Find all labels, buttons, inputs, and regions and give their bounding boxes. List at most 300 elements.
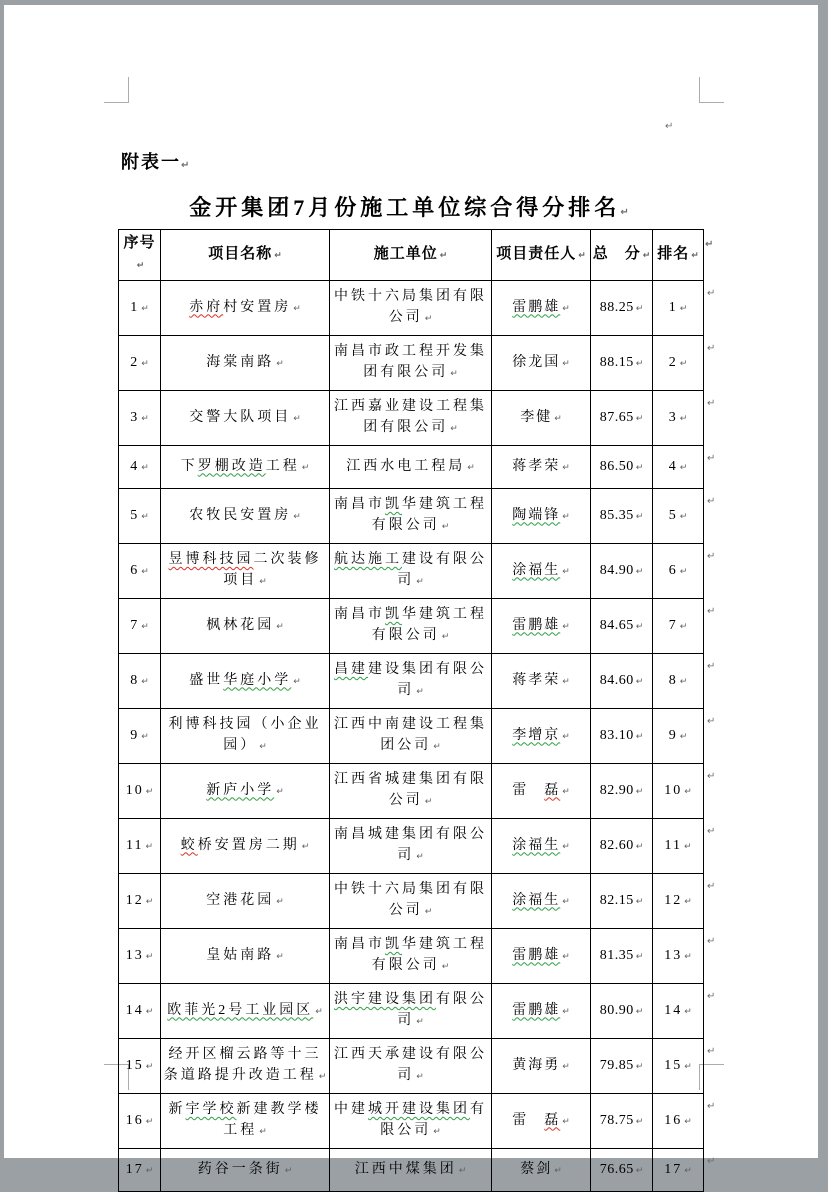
header-cell-unit[interactable] xyxy=(330,230,492,281)
paragraph-mark: ↵ xyxy=(707,397,716,409)
cell-score[interactable] xyxy=(591,281,653,336)
cell-end-mark: ↵ xyxy=(635,621,644,632)
cell-score[interactable] xyxy=(591,391,653,446)
cell-person[interactable] xyxy=(492,874,591,929)
cell-end-mark: ↵ xyxy=(259,577,267,587)
cell-end-mark: ↵ xyxy=(441,522,450,532)
cell-no[interactable] xyxy=(119,599,161,654)
grammar-check-text: 陶端锋 xyxy=(512,507,561,523)
cell-person[interactable] xyxy=(492,929,591,984)
cell-person[interactable] xyxy=(492,446,591,489)
paragraph-mark: ↵ xyxy=(707,342,716,354)
row-end-mark-cell xyxy=(704,230,720,281)
grammar-check-text: 昌建 xyxy=(334,662,368,677)
cell-person[interactable] xyxy=(492,489,591,544)
cell-project[interactable] xyxy=(161,654,330,709)
cell-score[interactable] xyxy=(591,1039,653,1094)
row-end-mark-cell xyxy=(704,819,720,874)
cell-text: 中铁十六局集团有限公司 xyxy=(334,882,487,918)
cell-text: 7 xyxy=(130,617,140,633)
cell-end-mark: ↵ xyxy=(562,1006,570,1017)
grammar-check-text: 凯 xyxy=(385,497,402,512)
cell-unit[interactable] xyxy=(330,391,492,446)
cell-no[interactable] xyxy=(119,1039,161,1094)
cell-text: 4 xyxy=(668,458,678,474)
cell-project[interactable] xyxy=(161,874,330,929)
cell-end-mark: ↵ xyxy=(562,896,570,907)
cell-text: 经开区榴云路等十三条道路提升改造工程 xyxy=(163,1047,322,1083)
paragraph-mark: ↵ xyxy=(707,1045,716,1057)
cell-text: 村安置房 xyxy=(223,299,292,315)
header-label: 序号 xyxy=(123,235,156,251)
row-end-mark-cell xyxy=(704,984,720,1039)
cell-person[interactable] xyxy=(492,764,591,819)
cell-text: 新建教学楼工程 xyxy=(223,1102,322,1138)
grammar-check-text: 宇学校 xyxy=(185,1102,237,1117)
row-end-mark-cell xyxy=(704,544,720,599)
cell-person[interactable] xyxy=(492,709,591,764)
cell-end-mark: ↵ xyxy=(416,577,424,587)
cell-end-mark: ↵ xyxy=(424,907,433,917)
header-label: 项目名称 xyxy=(208,245,273,262)
cell-end-mark: ↵ xyxy=(562,786,570,797)
grammar-check-text: 涂福生 xyxy=(512,892,561,908)
paragraph-mark: ↵ xyxy=(707,825,716,837)
row-end-mark-cell xyxy=(704,281,720,336)
cell-end-mark: ↵ xyxy=(679,358,688,369)
cell-unit[interactable] xyxy=(330,819,492,874)
cell-project[interactable] xyxy=(161,489,330,544)
cell-end-mark: ↵ xyxy=(276,358,284,369)
cell-score[interactable] xyxy=(591,446,653,489)
cell-no[interactable] xyxy=(119,709,161,764)
cell-score[interactable] xyxy=(591,654,653,709)
table-row xyxy=(119,929,720,984)
row-end-mark-cell xyxy=(704,929,720,984)
grammar-check-text: 李增京 xyxy=(512,727,561,743)
cell-no[interactable] xyxy=(119,764,161,819)
cell-rank[interactable] xyxy=(653,391,704,446)
cell-text: 1 xyxy=(130,299,140,315)
cell-no[interactable] xyxy=(119,336,161,391)
cell-text: 徐龙国 xyxy=(512,354,561,370)
cell-end-mark: ↵ xyxy=(441,632,450,642)
table-header-row xyxy=(119,230,720,281)
cell-text: 14 xyxy=(664,1002,683,1018)
paragraph-mark: ↵ xyxy=(665,121,674,132)
cell-project[interactable] xyxy=(161,391,330,446)
cell-project[interactable] xyxy=(161,599,330,654)
cell-end-mark: ↵ xyxy=(642,250,651,261)
grammar-check-text: 欧菲光2号工业园区 xyxy=(167,1002,314,1018)
cell-end-mark: ↵ xyxy=(684,786,692,797)
cell-end-mark: ↵ xyxy=(293,676,301,687)
cell-end-mark: ↵ xyxy=(145,1165,154,1176)
cell-end-mark: ↵ xyxy=(635,731,644,742)
cell-project[interactable] xyxy=(161,819,330,874)
cell-text: 5 xyxy=(668,507,678,523)
cell-no[interactable] xyxy=(119,984,161,1039)
cell-end-mark: ↵ xyxy=(433,1127,441,1137)
cell-text: 79.85 xyxy=(599,1057,634,1073)
row-end-mark-cell xyxy=(704,446,720,489)
cell-end-mark: ↵ xyxy=(276,621,284,632)
cell-end-mark: ↵ xyxy=(318,1072,327,1082)
cell-unit[interactable] xyxy=(330,599,492,654)
cell-end-mark: ↵ xyxy=(679,566,688,577)
cell-end-mark: ↵ xyxy=(293,413,301,424)
header-label: 排名 xyxy=(657,245,690,262)
cell-text: 17 xyxy=(664,1161,683,1177)
header-cell-score[interactable] xyxy=(591,230,653,281)
cell-end-mark: ↵ xyxy=(679,511,688,522)
cell-project[interactable] xyxy=(161,281,330,336)
cell-text: 2 xyxy=(130,354,140,370)
cell-unit[interactable] xyxy=(330,929,492,984)
cell-project[interactable] xyxy=(161,984,330,1039)
cell-end-mark: ↵ xyxy=(683,841,692,852)
cell-project[interactable] xyxy=(161,446,330,489)
cell-end-mark: ↵ xyxy=(635,566,644,577)
paragraph-mark: ↵ xyxy=(707,935,716,947)
cell-score[interactable] xyxy=(591,599,653,654)
cell-text: 皇姑南路 xyxy=(206,947,275,963)
cell-text: 桥安置房二期 xyxy=(197,837,300,853)
row-end-mark-cell xyxy=(704,654,720,709)
cell-end-mark: ↵ xyxy=(691,250,699,261)
cell-end-mark: ↵ xyxy=(578,250,586,261)
cell-text: 华建筑工程有限公司 xyxy=(371,497,487,533)
paragraph-mark: ↵ xyxy=(707,287,716,299)
cell-person[interactable] xyxy=(492,1094,591,1149)
table-row xyxy=(119,819,720,874)
cell-person[interactable] xyxy=(492,281,591,336)
cell-text: 87.65 xyxy=(599,409,634,425)
cell-end-mark: ↵ xyxy=(562,303,570,314)
table-row xyxy=(119,336,720,391)
cell-text: 蒋孝荣 xyxy=(512,672,561,688)
cell-unit[interactable] xyxy=(330,709,492,764)
cell-person[interactable] xyxy=(492,544,591,599)
paragraph-mark: ↵ xyxy=(181,160,192,171)
cell-text: 江西中煤集团 xyxy=(354,1161,457,1177)
table-row xyxy=(119,654,720,709)
cell-end-mark: ↵ xyxy=(684,1165,692,1176)
score-ranking-table xyxy=(118,229,720,1192)
header-cell-person[interactable] xyxy=(492,230,591,281)
cell-no[interactable] xyxy=(119,654,161,709)
margin-crop-mark-top-left xyxy=(104,77,129,103)
cell-end-mark: ↵ xyxy=(684,951,692,962)
cell-project[interactable] xyxy=(161,1039,330,1094)
cell-text: 江西天承建设有限公司 xyxy=(334,1047,487,1083)
table-row xyxy=(119,874,720,929)
cell-end-mark: ↵ xyxy=(562,841,570,852)
cell-no[interactable] xyxy=(119,391,161,446)
cell-rank[interactable] xyxy=(653,544,704,599)
cell-text: 黄海勇 xyxy=(512,1057,561,1073)
cell-end-mark: ↵ xyxy=(141,621,149,632)
cell-rank[interactable] xyxy=(653,874,704,929)
cell-rank[interactable] xyxy=(653,1094,704,1149)
row-end-mark-cell xyxy=(704,599,720,654)
cell-unit[interactable] xyxy=(330,336,492,391)
cell-project[interactable] xyxy=(161,929,330,984)
document-page[interactable] xyxy=(4,5,818,1177)
cell-text: 16 xyxy=(664,1112,683,1128)
cell-no[interactable] xyxy=(119,1094,161,1149)
cell-text: 盛世 xyxy=(189,672,224,688)
cell-end-mark: ↵ xyxy=(635,1116,644,1127)
cell-no[interactable] xyxy=(119,281,161,336)
table-row xyxy=(119,391,720,446)
cell-end-mark: ↵ xyxy=(145,1006,154,1017)
spelling-error-text: 磊 xyxy=(544,782,561,798)
cell-no[interactable] xyxy=(119,929,161,984)
cell-end-mark: ↵ xyxy=(635,358,644,369)
cell-no[interactable] xyxy=(119,874,161,929)
cell-end-mark: ↵ xyxy=(635,1061,644,1072)
paragraph-mark: ↵ xyxy=(707,1155,716,1167)
cell-text: 有限公司 xyxy=(380,1102,487,1138)
cell-text: 江西中南建设工程集团公司 xyxy=(334,717,487,753)
cell-end-mark: ↵ xyxy=(684,896,692,907)
paragraph-mark: ↵ xyxy=(707,770,716,782)
cell-person[interactable] xyxy=(492,599,591,654)
row-end-mark-cell xyxy=(704,764,720,819)
cell-end-mark: ↵ xyxy=(684,1006,692,1017)
cell-text: 南昌市政工程开发集团有限公司 xyxy=(334,344,487,380)
spelling-error-text: 昱博科技园 xyxy=(168,552,254,567)
cell-end-mark: ↵ xyxy=(562,511,570,522)
cell-end-mark: ↵ xyxy=(145,896,154,907)
cell-person[interactable] xyxy=(492,819,591,874)
header-label: 项目责任人 xyxy=(496,245,577,262)
cell-text: 6 xyxy=(130,562,140,578)
table-row xyxy=(119,599,720,654)
cell-score[interactable] xyxy=(591,984,653,1039)
cell-end-mark: ↵ xyxy=(679,621,688,632)
cell-text: 13 xyxy=(125,947,144,963)
cell-score[interactable] xyxy=(591,764,653,819)
cell-text: 交警大队项目 xyxy=(189,409,292,425)
cell-end-mark: ↵ xyxy=(635,1006,644,1017)
cell-score[interactable] xyxy=(591,544,653,599)
cell-text: 下 xyxy=(180,458,198,474)
cell-text: 85.35 xyxy=(599,507,634,523)
cell-unit[interactable] xyxy=(330,281,492,336)
cell-end-mark: ↵ xyxy=(450,369,458,379)
cell-text: 12 xyxy=(664,892,683,908)
cell-text: 5 xyxy=(130,507,140,523)
cell-project[interactable] xyxy=(161,336,330,391)
cell-unit[interactable] xyxy=(330,489,492,544)
cell-no[interactable] xyxy=(119,544,161,599)
paragraph-mark: ↵ xyxy=(707,605,716,617)
cell-end-mark: ↵ xyxy=(562,731,570,742)
cell-score[interactable] xyxy=(591,1149,653,1192)
cell-rank[interactable] xyxy=(653,709,704,764)
cell-end-mark: ↵ xyxy=(301,841,310,852)
cell-text: 建设有限公司 xyxy=(397,552,487,588)
cell-score[interactable] xyxy=(591,1094,653,1149)
cell-text: 16 xyxy=(125,1112,144,1128)
cell-unit[interactable] xyxy=(330,446,492,489)
cell-text: 4 xyxy=(130,458,140,474)
cell-rank[interactable] xyxy=(653,1149,704,1192)
cell-text: 10 xyxy=(125,782,144,798)
cell-end-mark: ↵ xyxy=(450,424,458,434)
cell-rank[interactable] xyxy=(653,599,704,654)
table-row xyxy=(119,709,720,764)
cell-person[interactable] xyxy=(492,1039,591,1094)
cell-unit[interactable] xyxy=(330,1094,492,1149)
grammar-check-text: 华庭小学 xyxy=(223,672,292,688)
cell-end-mark: ↵ xyxy=(284,1165,293,1176)
cell-unit[interactable] xyxy=(330,544,492,599)
cell-end-mark: ↵ xyxy=(141,731,149,742)
cell-text: 10 xyxy=(664,782,683,798)
cell-rank[interactable] xyxy=(653,281,704,336)
cell-text: 利博科技园（小企业园） xyxy=(168,717,322,753)
grammar-check-text: 雷鹏雄 xyxy=(512,947,561,963)
cell-text: 78.75 xyxy=(599,1112,634,1128)
cell-end-mark: ↵ xyxy=(635,786,644,797)
table-row xyxy=(119,984,720,1039)
cell-text: 南昌市 xyxy=(334,607,385,622)
row-end-mark-cell xyxy=(704,336,720,391)
cell-text: 83.10 xyxy=(599,727,634,743)
cell-rank[interactable] xyxy=(653,984,704,1039)
cell-rank[interactable] xyxy=(653,446,704,489)
cell-end-mark: ↵ xyxy=(416,1017,424,1027)
cell-unit[interactable] xyxy=(330,874,492,929)
cell-person[interactable] xyxy=(492,984,591,1039)
cell-text: 江西嘉业建设工程集团有限公司 xyxy=(334,399,487,435)
cell-rank[interactable] xyxy=(653,1039,704,1094)
cell-score[interactable] xyxy=(591,489,653,544)
cell-text: 9 xyxy=(130,727,140,743)
cell-score[interactable] xyxy=(591,336,653,391)
grammar-check-text: 凯 xyxy=(385,607,402,622)
cell-end-mark: ↵ xyxy=(274,250,282,261)
cell-end-mark: ↵ xyxy=(259,742,267,752)
cell-text: 江西省城建集团有限公司 xyxy=(334,772,487,808)
cell-person[interactable] xyxy=(492,1149,591,1192)
cell-end-mark: ↵ xyxy=(439,250,448,261)
cell-end-mark: ↵ xyxy=(141,676,149,687)
cell-person[interactable] xyxy=(492,336,591,391)
cell-text: 农牧民安置房 xyxy=(189,507,292,523)
cell-text: 南昌城建集团有限公司 xyxy=(334,827,487,863)
cell-rank[interactable] xyxy=(653,654,704,709)
cell-unit[interactable] xyxy=(330,1039,492,1094)
row-end-mark-cell xyxy=(704,391,720,446)
cell-text: 空港花园 xyxy=(206,892,275,908)
cell-rank[interactable] xyxy=(653,819,704,874)
cell-unit[interactable] xyxy=(330,1149,492,1192)
cell-text: 1 xyxy=(668,299,678,315)
paragraph-mark: ↵ xyxy=(707,880,716,892)
cell-unit[interactable] xyxy=(330,654,492,709)
cell-text: 二次装修项目 xyxy=(223,552,322,588)
header-cell-no[interactable] xyxy=(119,230,161,281)
grammar-check-text: 雷鹏雄 xyxy=(512,1002,561,1018)
cell-end-mark: ↵ xyxy=(635,841,644,852)
cell-score[interactable] xyxy=(591,874,653,929)
cell-text: 9 xyxy=(668,727,678,743)
cell-score[interactable] xyxy=(591,709,653,764)
grammar-check-text: 凯 xyxy=(385,937,402,952)
row-end-mark-cell xyxy=(704,1039,720,1094)
header-cell-project[interactable] xyxy=(161,230,330,281)
cell-text: 南昌市 xyxy=(334,497,385,512)
cell-text: 枫林花园 xyxy=(206,617,275,633)
cell-text: 海棠南路 xyxy=(206,354,275,370)
cell-person[interactable] xyxy=(492,391,591,446)
cell-text: 中铁十六局集团有限公司 xyxy=(334,289,487,325)
cell-end-mark: ↵ xyxy=(562,1116,570,1127)
cell-end-mark: ↵ xyxy=(424,797,433,807)
cell-rank[interactable] xyxy=(653,489,704,544)
cell-no[interactable] xyxy=(119,446,161,489)
cell-no[interactable] xyxy=(119,489,161,544)
cell-end-mark: ↵ xyxy=(562,1061,570,1072)
attachment-label xyxy=(121,148,191,174)
cell-score[interactable] xyxy=(591,929,653,984)
cell-unit[interactable] xyxy=(330,984,492,1039)
grammar-check-text: 雷鹏雄 xyxy=(512,299,561,315)
cell-project[interactable] xyxy=(161,1094,330,1149)
cell-end-mark: ↵ xyxy=(562,951,570,962)
cell-text: 药谷一条街 xyxy=(197,1161,283,1177)
cell-project[interactable] xyxy=(161,764,330,819)
cell-no[interactable] xyxy=(119,819,161,874)
cell-text: 13 xyxy=(664,947,683,963)
spelling-error-text: 蛟 xyxy=(180,837,198,853)
cell-text: 82.90 xyxy=(599,782,634,798)
cell-end-mark: ↵ xyxy=(679,303,688,314)
cell-person[interactable] xyxy=(492,654,591,709)
cell-rank[interactable] xyxy=(653,336,704,391)
cell-project[interactable] xyxy=(161,544,330,599)
cell-project[interactable] xyxy=(161,1149,330,1192)
cell-unit[interactable] xyxy=(330,764,492,819)
cell-end-mark: ↵ xyxy=(562,621,570,632)
cell-end-mark: ↵ xyxy=(554,1165,562,1176)
cell-end-mark: ↵ xyxy=(635,676,644,687)
cell-rank[interactable] xyxy=(653,929,704,984)
grammar-check-text: 涂福生 xyxy=(512,837,561,853)
cell-text: 8 xyxy=(130,672,140,688)
cell-project[interactable] xyxy=(161,709,330,764)
header-label: 施工单位 xyxy=(373,245,438,262)
cell-no[interactable] xyxy=(119,1149,161,1192)
cell-end-mark: ↵ xyxy=(301,462,310,473)
cell-text: 88.15 xyxy=(599,354,634,370)
cell-end-mark: ↵ xyxy=(141,303,149,314)
cell-text: 3 xyxy=(130,409,140,425)
cell-rank[interactable] xyxy=(653,764,704,819)
cell-end-mark: ↵ xyxy=(276,786,284,797)
cell-end-mark: ↵ xyxy=(554,413,562,424)
header-cell-rank[interactable] xyxy=(653,230,704,281)
cell-end-mark: ↵ xyxy=(684,1116,692,1127)
cell-text: 李健 xyxy=(520,409,553,425)
page-title xyxy=(4,191,818,222)
cell-score[interactable] xyxy=(591,819,653,874)
cell-end-mark: ↵ xyxy=(145,1116,154,1127)
